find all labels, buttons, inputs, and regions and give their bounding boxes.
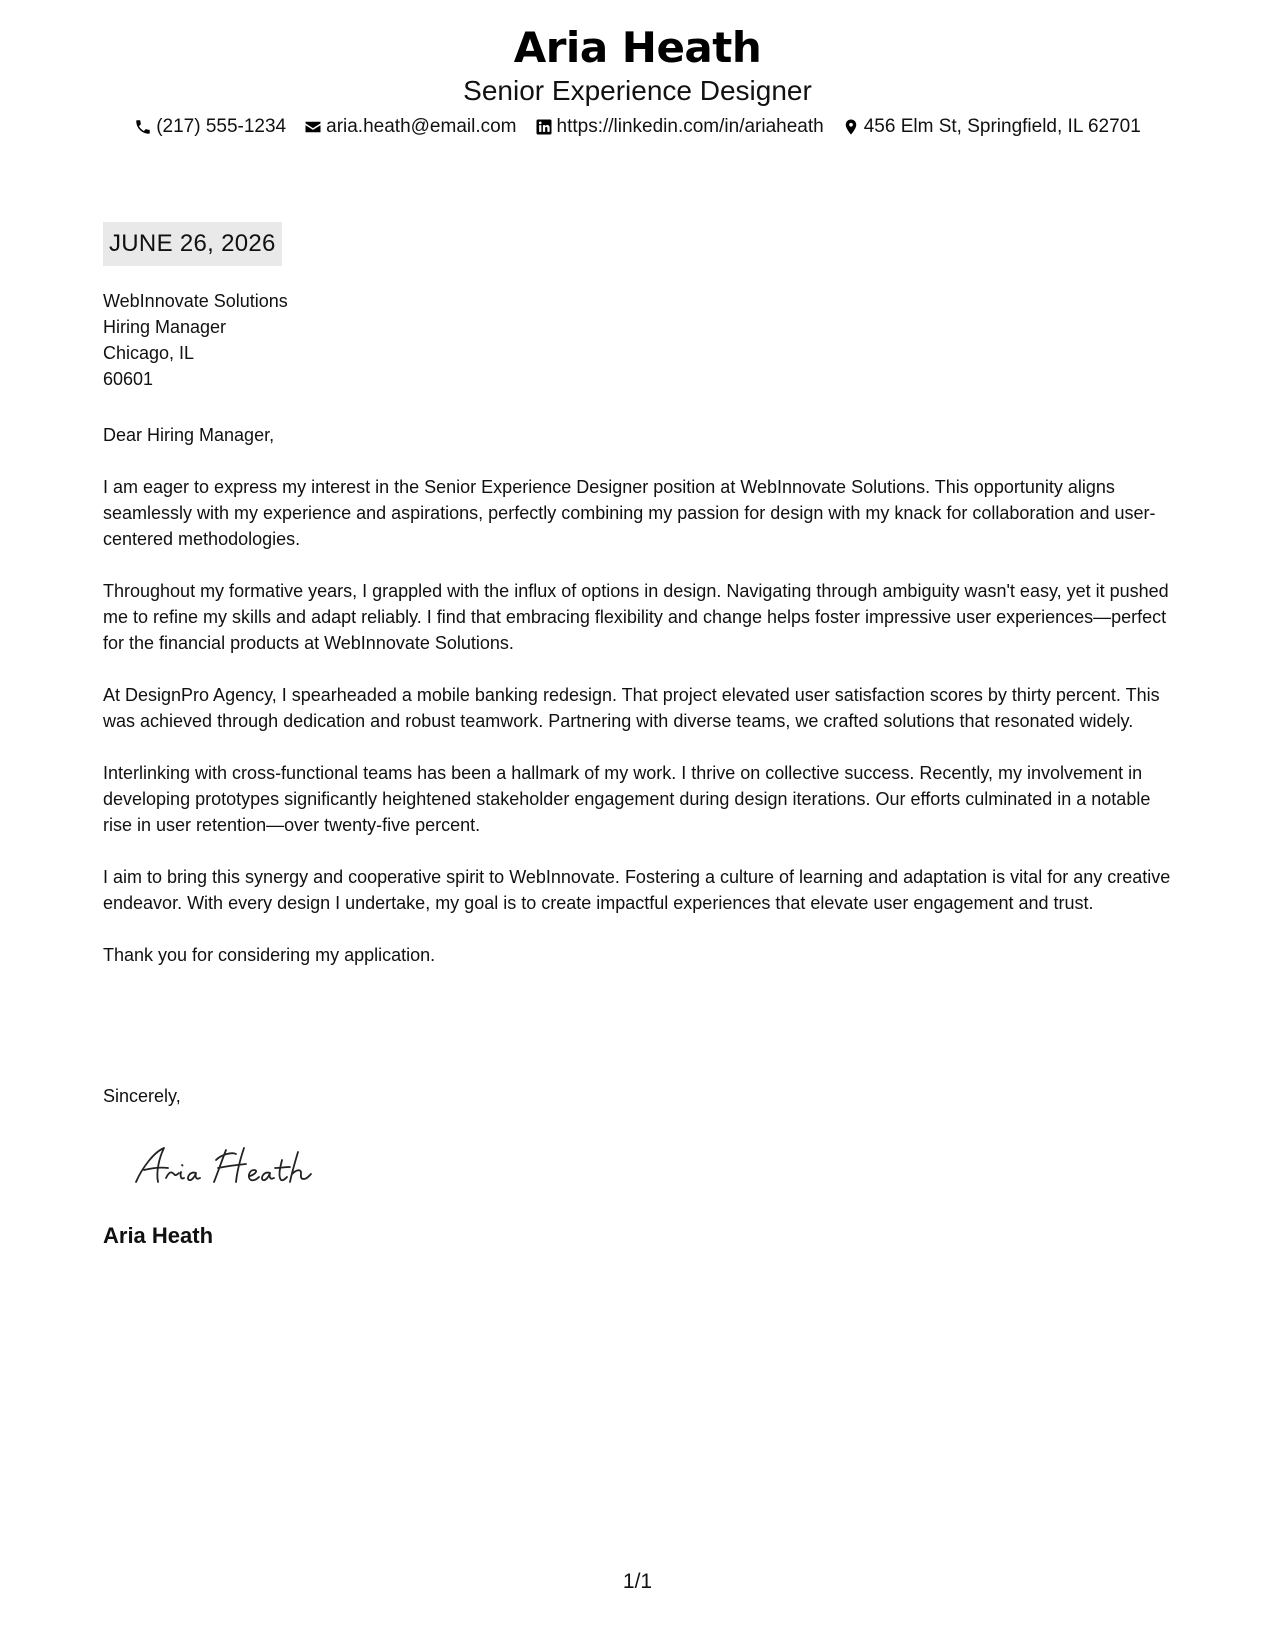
- phone-icon: [134, 118, 152, 136]
- applicant-title: Senior Experience Designer: [463, 75, 812, 106]
- contact-linkedin[interactable]: [535, 114, 824, 140]
- body-paragraph-2: Throughout my formative years, I grappled with the influx of options in design. Navigating through ambiguity wasn't easy, yet it pushed me to refine my skills and adapt reliably. I find that embracing flexibility and change helps foster impressive user experiences—perfect for the financial products at WebInnovate Solutions.: [103, 581, 1169, 653]
- linkedin-icon: [535, 118, 553, 136]
- body-paragraph-5: I aim to bring this synergy and cooperative spirit to WebInnovate. Fostering a culture of learning and adaptation is vital for any creative endeavor. With every design I undertake, my goal is to create impactful experiences that elevate user engagement and trust.: [103, 867, 1171, 913]
- contact-phone: [134, 114, 286, 140]
- contact-bar: [0, 114, 1275, 140]
- closing: Sincerely,: [103, 1086, 181, 1106]
- recipient-attention: Hiring Manager: [103, 317, 227, 337]
- map-pin-icon: [842, 118, 860, 136]
- phone-text: (217) 555-1234: [156, 116, 287, 137]
- recipient-company: WebInnovate Solutions: [103, 291, 288, 311]
- letter-body: [103, 422, 1183, 994]
- applicant-name: Aria Heath: [513, 23, 762, 72]
- linkedin-text[interactable]: https://linkedin.com/in/ariaheath: [556, 116, 824, 137]
- recipient-city: Chicago, IL: [103, 343, 195, 363]
- envelope-icon: [304, 118, 322, 136]
- body-paragraph-6: Thank you for considering my application.: [103, 945, 436, 965]
- contact-address: [842, 114, 1141, 140]
- letter-header: [0, 22, 1275, 140]
- contact-email[interactable]: [304, 114, 516, 140]
- signed-name: Aria Heath: [103, 1223, 214, 1248]
- page-indicator: 1/1: [622, 1570, 653, 1593]
- body-paragraph-1: I am eager to express my interest in the Senior Experience Designer position at WebInnovate Solutions. This opportunity aligns seamlessly with my experience and aspirations, perfectly combining my passion for design with my knack for collaboration and user-centered methodologies.: [103, 477, 1156, 549]
- recipient-block: [103, 288, 288, 392]
- salutation: Dear Hiring Manager,: [103, 425, 275, 445]
- address-text: 456 Elm St, Springfield, IL 62701: [863, 116, 1141, 137]
- letter-date: JUNE 26, 2026: [103, 222, 282, 266]
- recipient-zip: 60601: [103, 369, 154, 389]
- handwritten-signature: [132, 1138, 342, 1192]
- body-paragraph-4: Interlinking with cross-functional teams has been a hallmark of my work. I thrive on collective success. Recently, my involvement in developing prototypes significantly heightened stakeholder engagement during design iterations. Our efforts culminated in a notable rise in user retention—over twenty-five percent.: [103, 763, 1151, 835]
- email-text[interactable]: aria.heath@email.com: [326, 116, 517, 137]
- body-paragraph-3: At DesignPro Agency, I spearheaded a mobile banking redesign. That project elevated user satisfaction scores by thirty percent. This was achieved through dedication and robust teamwork. Partnering with diverse teams, we crafted solutions that resonated widely.: [103, 685, 1160, 731]
